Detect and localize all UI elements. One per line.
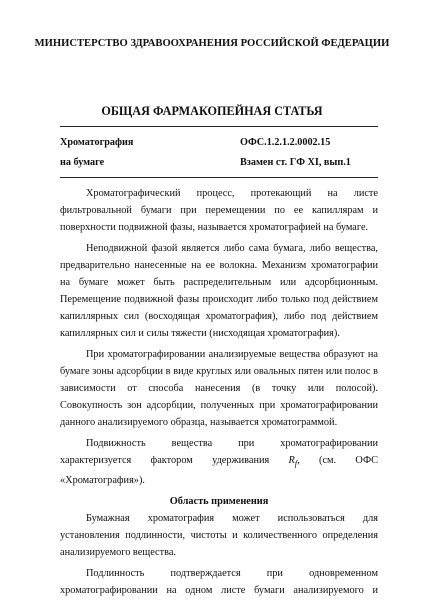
- article-code: ОФС.1.2.1.2.0002.15: [240, 137, 331, 148]
- section-heading-scope: Область применения: [169, 496, 269, 508]
- paragraph-1: Хроматографический процесс, протекающий на листе фильтровальной бумаги при перемещении по ее капиллярам и поверхности подвижной фазы, называется хроматографией на бумаге.: [60, 188, 378, 233]
- paragraph-6-line-1: Подлинность подтверждается при одновременном: [86, 568, 378, 580]
- paragraph-4: [60, 435, 378, 489]
- paragraph-5: Бумажная хроматография может использоваться для установления подлинности, чистоты и количественного определения анализируемого вещества.: [60, 513, 378, 559]
- paragraph-4-text-a: Подвижность вещества при хроматографировании характеризуется фактором удерживания: [60, 438, 378, 466]
- article-title-line-1: Хроматография: [60, 137, 134, 148]
- paragraph-2: Неподвижной фазой является либо сама бумага, либо вещества, предварительно нанесенные на ее волокна. Механизм хроматографии на бумаге может быть распределительным или адсорбционным. Перемещение подвижной фазы происходит либо только под действием капиллярных сил (восходящая хроматография), либо под действием капиллярных сил и силы тяжести (нисходящая хроматография).: [60, 243, 378, 339]
- paragraph-3: При хроматографировании анализируемые вещества образуют на бумаге зоны адсорбции в виде круглых или овальных пятен или полос в зависимости от способа нанесения (в точку или полосой). Совокупность зон адсорбции, полученных при хроматографировании данного анализируемого образца, называется хроматограммой.: [60, 349, 378, 428]
- article-title-line-2: на бумаге: [60, 157, 105, 168]
- replaces-note: Взамен ст. ГФ XI, вып.1: [240, 157, 351, 168]
- article-body: [60, 185, 378, 599]
- article-type-heading: ОБЩАЯ ФАРМАКОПЕЙНАЯ СТАТЬЯ: [101, 104, 323, 118]
- paragraph-4-text-b: , (см. ОФС «Хроматография»).: [60, 455, 378, 487]
- bottom-divider: [60, 177, 378, 178]
- paragraph-6-line-2: хроматографировании на одном листе бумаги анализируемого и: [60, 585, 378, 597]
- rf-symbol: $R_f$: [288, 455, 298, 469]
- top-divider: [60, 126, 378, 127]
- ministry-header: МИНИСТЕРСТВО ЗДРАВООХРАНЕНИЯ РОССИЙСКОЙ ФЕДЕРАЦИИ: [34, 38, 390, 49]
